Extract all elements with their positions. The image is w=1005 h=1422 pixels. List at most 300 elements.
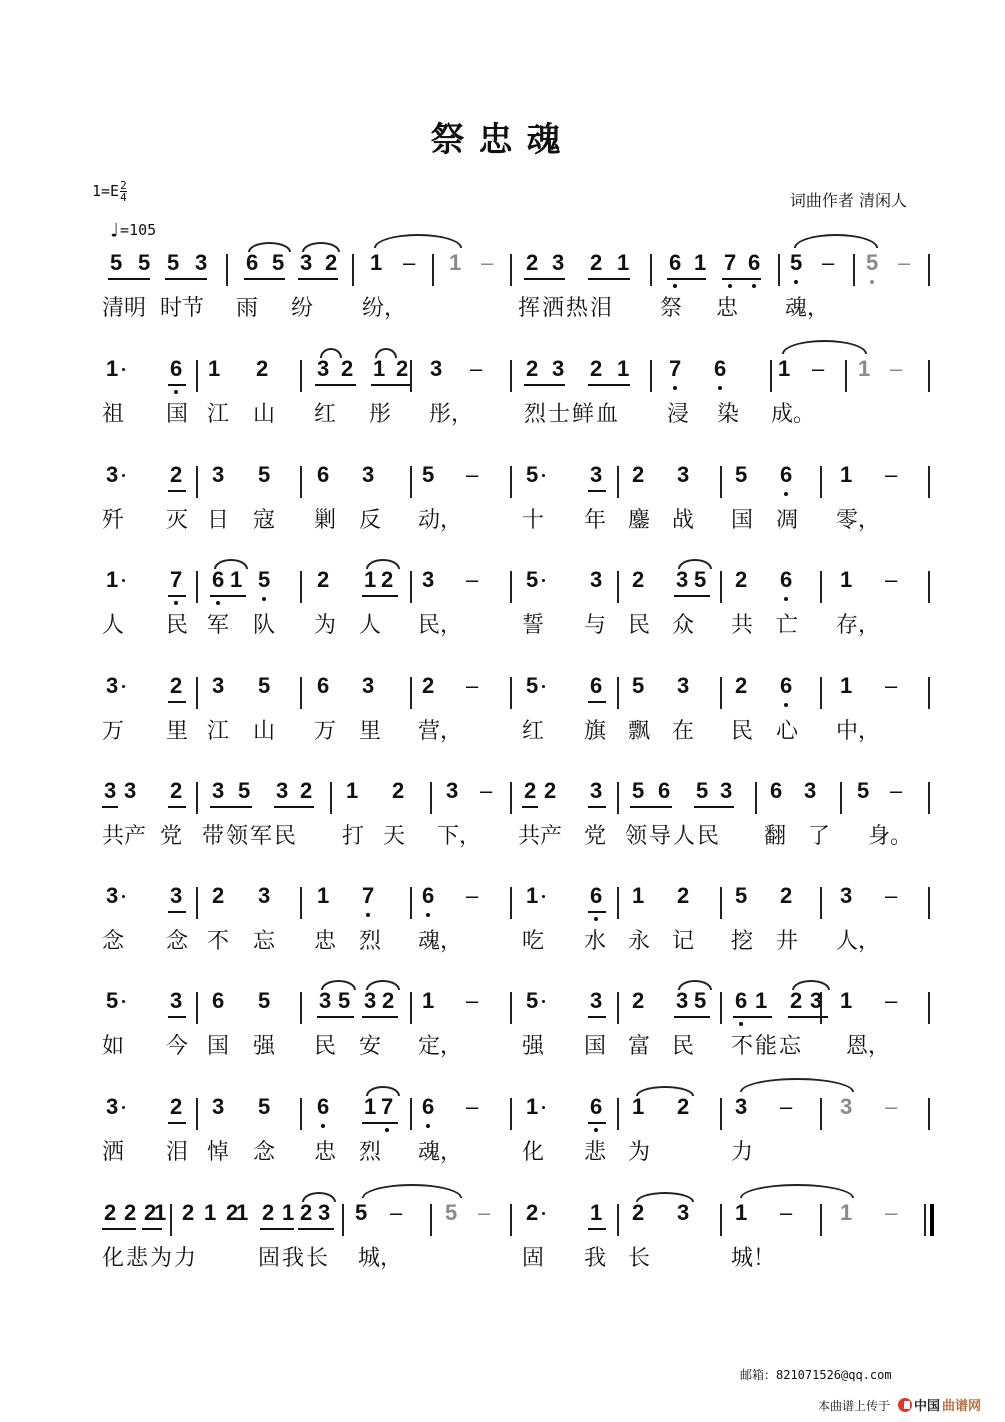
augmentation-dot [542, 1106, 545, 1109]
lyric-syllable: 国 [166, 402, 189, 427]
note: 3 [446, 778, 459, 803]
eighth-underline [362, 1122, 398, 1124]
site-logo[interactable] [898, 1395, 981, 1414]
barline [820, 677, 822, 709]
eighth-underline [165, 278, 207, 280]
note: 5 [106, 988, 119, 1013]
lower-octave-dot [794, 280, 798, 284]
lyric-syllable: 井 [776, 929, 799, 954]
tie-arc [794, 234, 878, 248]
note: 2 [632, 462, 645, 487]
note: 1 [858, 356, 871, 381]
barline [928, 677, 930, 709]
note: 5 [526, 988, 539, 1013]
lyric-syllable: 人 [102, 613, 125, 638]
lyric-syllable: 零， [836, 508, 881, 533]
sustain-dash: – [780, 1200, 793, 1225]
lyric-syllable: 共产 [518, 824, 563, 849]
note: 5 [735, 462, 748, 487]
note: 5 [258, 462, 271, 487]
tempo-marking [108, 216, 156, 240]
slur-arc [366, 559, 400, 569]
note: 3 [552, 356, 565, 381]
lyric-syllable: 身。 [868, 824, 913, 849]
lyric-syllable: 化悲为力 [102, 1246, 199, 1271]
barline [410, 466, 412, 498]
augmentation-dot [542, 474, 545, 477]
lower-octave-dot [594, 1128, 598, 1132]
note: 3 [319, 988, 332, 1013]
lyric-syllable: 染 [717, 402, 740, 427]
eighth-underline [588, 384, 630, 386]
eighth-underline [588, 490, 606, 492]
barline [720, 887, 722, 919]
eighth-underline [722, 278, 761, 280]
score-line [0, 873, 1005, 973]
lyric-syllable: 永 [628, 929, 651, 954]
note: 1 [735, 1200, 748, 1225]
lyric-syllable: 山 [253, 719, 276, 744]
lyric-syllable: 红 [314, 402, 337, 427]
barline [617, 887, 619, 919]
barline [617, 466, 619, 498]
note: 2 [170, 778, 183, 803]
lower-octave-dot [870, 280, 874, 284]
note: 5 [857, 778, 870, 803]
note: 2 [632, 988, 645, 1013]
notes-staff [0, 452, 1005, 508]
score-line [0, 663, 1005, 763]
lyric-syllable: 烈 [359, 1140, 382, 1165]
note: 5 [526, 462, 539, 487]
eighth-underline [362, 595, 398, 597]
lyric-syllable: 剿 [314, 508, 337, 533]
lyric-syllable: 里 [359, 719, 382, 744]
barline [820, 887, 822, 919]
note: 1 [230, 567, 243, 592]
note: 2 [790, 988, 803, 1013]
barline [410, 887, 412, 919]
lyric-syllable: 忠 [314, 1140, 337, 1165]
lyric-syllable: 强 [253, 1034, 276, 1059]
lower-octave-dot [718, 386, 722, 390]
sustain-dash: – [885, 988, 898, 1013]
lyric-syllable: 富 [628, 1034, 651, 1059]
note: 2 [590, 250, 603, 275]
note: 2 [422, 673, 435, 698]
barline [840, 782, 842, 814]
note: 6 [317, 462, 330, 487]
eighth-underline [168, 384, 186, 386]
barline [778, 254, 780, 286]
note: 2 [300, 778, 313, 803]
notes-staff [0, 346, 1005, 402]
note: 3 [552, 250, 565, 275]
note: 1 [422, 988, 435, 1013]
eighth-underline [694, 806, 734, 808]
note: 5 [526, 673, 539, 698]
lyric-syllable: 纷 [291, 296, 314, 321]
note: 5 [866, 250, 879, 275]
lyric-syllable: 为 [314, 613, 337, 638]
lyric-syllable: 我 [584, 1246, 607, 1271]
sustain-dash: – [890, 778, 903, 803]
note: 1 [208, 356, 221, 381]
slur-arc [302, 1192, 336, 1202]
note: 7 [724, 250, 737, 275]
lower-octave-dot [784, 703, 788, 707]
note: 1 [373, 356, 386, 381]
lyric-syllable: 化 [522, 1140, 545, 1165]
note: 2 [170, 1094, 183, 1119]
barline [617, 1098, 619, 1130]
barline [196, 677, 198, 709]
note: 3 [212, 778, 225, 803]
eighth-underline [524, 278, 565, 280]
note: 3 [720, 778, 733, 803]
lyric-syllable: 安 [359, 1034, 382, 1059]
note: 3 [590, 567, 603, 592]
page-title: 祭忠魂 [430, 120, 575, 160]
note: 1 [694, 250, 707, 275]
note: 1 [370, 250, 383, 275]
lyric-syllable: 动， [418, 508, 463, 533]
note: 1 [840, 988, 853, 1013]
barline [196, 571, 198, 603]
lyric-syllable: 灭 [166, 508, 189, 533]
lyric-syllable: 不能忘 [731, 1034, 804, 1059]
lyric-syllable: 十 [522, 508, 545, 533]
note: 3 [590, 988, 603, 1013]
note: 5 [526, 567, 539, 592]
note: 5 [422, 462, 435, 487]
note: 1 [840, 567, 853, 592]
note: 3 [676, 567, 689, 592]
sustain-dash: – [885, 462, 898, 487]
barline [410, 571, 412, 603]
barline [432, 254, 434, 286]
lyric-syllable: 党 [160, 824, 183, 849]
lyric-syllable: 带领军民 [202, 824, 299, 849]
lyric-syllable: 今 [166, 1034, 189, 1059]
lyric-syllable: 众 [672, 613, 695, 638]
barline [928, 782, 930, 814]
lyric-syllable: 凋 [776, 508, 799, 533]
note: 6 [735, 988, 748, 1013]
note: 1 [106, 356, 119, 381]
score-line [0, 240, 1005, 340]
eighth-underline [733, 1016, 772, 1018]
lyric-syllable: 山 [253, 402, 276, 427]
lyric-syllable: 泪 [166, 1140, 189, 1165]
key-signature [92, 180, 127, 203]
note: 1 [778, 356, 791, 381]
lyric-syllable: 在 [672, 719, 695, 744]
eighth-underline [260, 1228, 294, 1230]
lyrics-line [0, 928, 1005, 960]
eighth-underline [674, 595, 710, 597]
lyric-syllable: 祭 [660, 296, 683, 321]
note: 1 [617, 250, 630, 275]
lyric-syllable: 如 [102, 1034, 125, 1059]
slur-arc [636, 1086, 694, 1096]
lyric-syllable: 国 [584, 1034, 607, 1059]
augmentation-dot [122, 685, 125, 688]
note: 5 [258, 1094, 271, 1119]
note: 1 [346, 778, 359, 803]
sustain-dash: – [885, 673, 898, 698]
lyric-syllable: 时节 [160, 296, 205, 321]
note: 1 [154, 1200, 167, 1225]
lyric-syllable: 恩， [846, 1034, 891, 1059]
lyric-syllable: 寇 [253, 508, 276, 533]
note: 5 [238, 778, 251, 803]
note: 3 [677, 462, 690, 487]
note: 2 [396, 356, 409, 381]
note: 3 [212, 462, 225, 487]
note: 3 [300, 250, 313, 275]
sustain-dash: – [466, 988, 479, 1013]
note: 2 [182, 1200, 195, 1225]
note: 1 [632, 883, 645, 908]
note: 5 [258, 988, 271, 1013]
barline [410, 677, 412, 709]
lyric-syllable: 国 [731, 508, 754, 533]
note: 1 [755, 988, 768, 1013]
note: 3 [170, 988, 183, 1013]
augmentation-dot [122, 474, 125, 477]
lyric-syllable: 民， [418, 613, 463, 638]
lyric-syllable: 旗 [584, 719, 607, 744]
note: 3 [318, 1200, 331, 1225]
eighth-underline [298, 278, 338, 280]
barline [196, 466, 198, 498]
note: 2 [104, 1200, 117, 1225]
note: 3 [735, 1094, 748, 1119]
barline [928, 254, 930, 286]
lyric-syllable: 亡 [776, 613, 799, 638]
barline [720, 1098, 722, 1130]
note: 5 [632, 673, 645, 698]
note: 3 [258, 883, 271, 908]
footer-upload-note: 本曲谱上传于 [818, 1399, 891, 1413]
score-line [0, 768, 1005, 868]
lyrics-line [0, 295, 1005, 327]
notes-staff [0, 240, 1005, 296]
score-line [0, 557, 1005, 657]
eighth-underline [371, 384, 410, 386]
sustain-dash: – [481, 250, 494, 275]
score-line [0, 346, 1005, 446]
barline [820, 571, 822, 603]
note: 2 [381, 567, 394, 592]
sustain-dash: – [890, 356, 903, 381]
lyrics-line [0, 1139, 1005, 1171]
note: 3 [317, 356, 330, 381]
eighth-underline [588, 806, 606, 808]
barline [617, 992, 619, 1024]
eighth-underline [210, 595, 246, 597]
note: 2 [300, 1200, 313, 1225]
note: 1 [364, 567, 377, 592]
note: 3 [677, 673, 690, 698]
eighth-underline [142, 1228, 162, 1230]
lyric-syllable: 领导人民 [625, 824, 722, 849]
sustain-dash: – [466, 673, 479, 698]
slur-arc [792, 980, 830, 990]
lyric-syllable: 固 [522, 1246, 545, 1271]
sustain-dash: – [466, 1094, 479, 1119]
logo-text-part1: 中国 [914, 1399, 941, 1414]
note: 2 [735, 567, 748, 592]
barline [928, 887, 930, 919]
barline [510, 254, 512, 286]
note: 6 [714, 356, 727, 381]
note: 3 [124, 778, 137, 803]
eighth-underline [588, 1228, 606, 1230]
note: 3 [212, 673, 225, 698]
lyric-syllable: 祖 [102, 402, 125, 427]
note: 3 [590, 778, 603, 803]
sustain-dash: – [478, 1200, 491, 1225]
note: 1 [317, 883, 330, 908]
eighth-underline [667, 278, 706, 280]
time-numerator: 2 [120, 179, 127, 192]
barline [300, 992, 302, 1024]
eighth-underline [298, 1228, 334, 1230]
note: 7 [170, 567, 183, 592]
barline [510, 992, 512, 1024]
slur-arc [248, 242, 291, 252]
barline [510, 1098, 512, 1130]
lyric-syllable: 营， [418, 719, 463, 744]
lyric-syllable: 人， [836, 929, 881, 954]
lyric-syllable: 鏖 [628, 508, 651, 533]
lyric-syllable: 江 [207, 402, 230, 427]
barline [720, 677, 722, 709]
note: 5 [272, 250, 285, 275]
lower-octave-dot [426, 913, 430, 917]
lyric-syllable: 吃 [522, 929, 545, 954]
barline [300, 887, 302, 919]
note: 2 [590, 356, 603, 381]
lyric-syllable: 民 [628, 613, 651, 638]
note: 3 [804, 778, 817, 803]
barline [300, 466, 302, 498]
sustain-dash: – [470, 356, 483, 381]
lyric-syllable: 歼 [102, 508, 125, 533]
note: 1 [632, 1094, 645, 1119]
lyric-syllable: 飘 [628, 719, 651, 744]
barline [300, 571, 302, 603]
note: 2 [526, 250, 539, 275]
lyric-syllable: 民 [314, 1034, 337, 1059]
lyric-syllable: 民 [672, 1034, 695, 1059]
sustain-dash: – [403, 250, 416, 275]
note: 3 [362, 462, 375, 487]
lyric-syllable: 为 [628, 1140, 651, 1165]
eighth-underline [524, 384, 565, 386]
note: 6 [658, 778, 671, 803]
final-barline-thick [930, 1204, 934, 1236]
barline [928, 571, 930, 603]
lyric-syllable: 烈 [359, 929, 382, 954]
note: 5 [138, 250, 151, 275]
lyric-syllable: 强 [522, 1034, 545, 1059]
barline [196, 360, 198, 392]
lyric-syllable: 洒 [102, 1140, 125, 1165]
note: 3 [106, 1094, 119, 1119]
note: 2 [677, 883, 690, 908]
note: 6 [422, 883, 435, 908]
augmentation-dot [542, 895, 545, 898]
augmentation-dot [122, 895, 125, 898]
note: 2 [226, 1200, 239, 1225]
lower-octave-dot [426, 1124, 430, 1128]
sustain-dash: – [480, 778, 493, 803]
augmentation-dot [122, 1000, 125, 1003]
barline [300, 1098, 302, 1130]
eighth-underline [588, 278, 630, 280]
barline [342, 1204, 344, 1236]
barline [510, 571, 512, 603]
score-line [0, 1084, 1005, 1184]
augmentation-dot [542, 1212, 545, 1215]
eighth-underline [102, 1228, 136, 1230]
lyric-syllable: 不 [207, 929, 230, 954]
barline [430, 1204, 432, 1236]
eighth-underline [674, 1016, 710, 1018]
lyric-syllable: 反 [359, 508, 382, 533]
lyric-syllable: 党 [584, 824, 607, 849]
note: 6 [780, 462, 793, 487]
barline [928, 360, 930, 392]
eighth-underline [788, 1016, 828, 1018]
lyric-syllable: 清明 [102, 296, 147, 321]
time-signature [120, 180, 127, 203]
score-line [0, 1190, 1005, 1290]
lyric-syllable: 固我长 [258, 1246, 331, 1271]
lyric-syllable: 了 [808, 824, 831, 849]
tie-arc [362, 1184, 462, 1198]
barline [300, 677, 302, 709]
note: 5 [735, 883, 748, 908]
lyric-syllable: 里 [166, 719, 189, 744]
lower-octave-dot [673, 284, 677, 288]
sustain-dash: – [466, 567, 479, 592]
lyric-syllable: 共产 [102, 824, 147, 849]
note: 6 [590, 1094, 603, 1119]
lyrics-line [0, 507, 1005, 539]
notes-staff [0, 557, 1005, 613]
note: 6 [212, 567, 225, 592]
footer-email: 邮箱：821071526@qq.com [740, 1368, 892, 1382]
lower-octave-dot [728, 284, 732, 288]
barline [510, 466, 512, 498]
eighth-underline [168, 1016, 186, 1018]
note: 3 [106, 883, 119, 908]
slur-arc [214, 559, 248, 569]
score-line [0, 978, 1005, 1078]
note: 6 [748, 250, 761, 275]
note: 6 [780, 673, 793, 698]
note: 3 [170, 883, 183, 908]
quarter-note-icon: ♩ [108, 218, 121, 242]
barline [410, 360, 412, 392]
note: 2 [262, 1200, 275, 1225]
barline [820, 1098, 822, 1130]
lyric-syllable: 悼 [207, 1140, 230, 1165]
